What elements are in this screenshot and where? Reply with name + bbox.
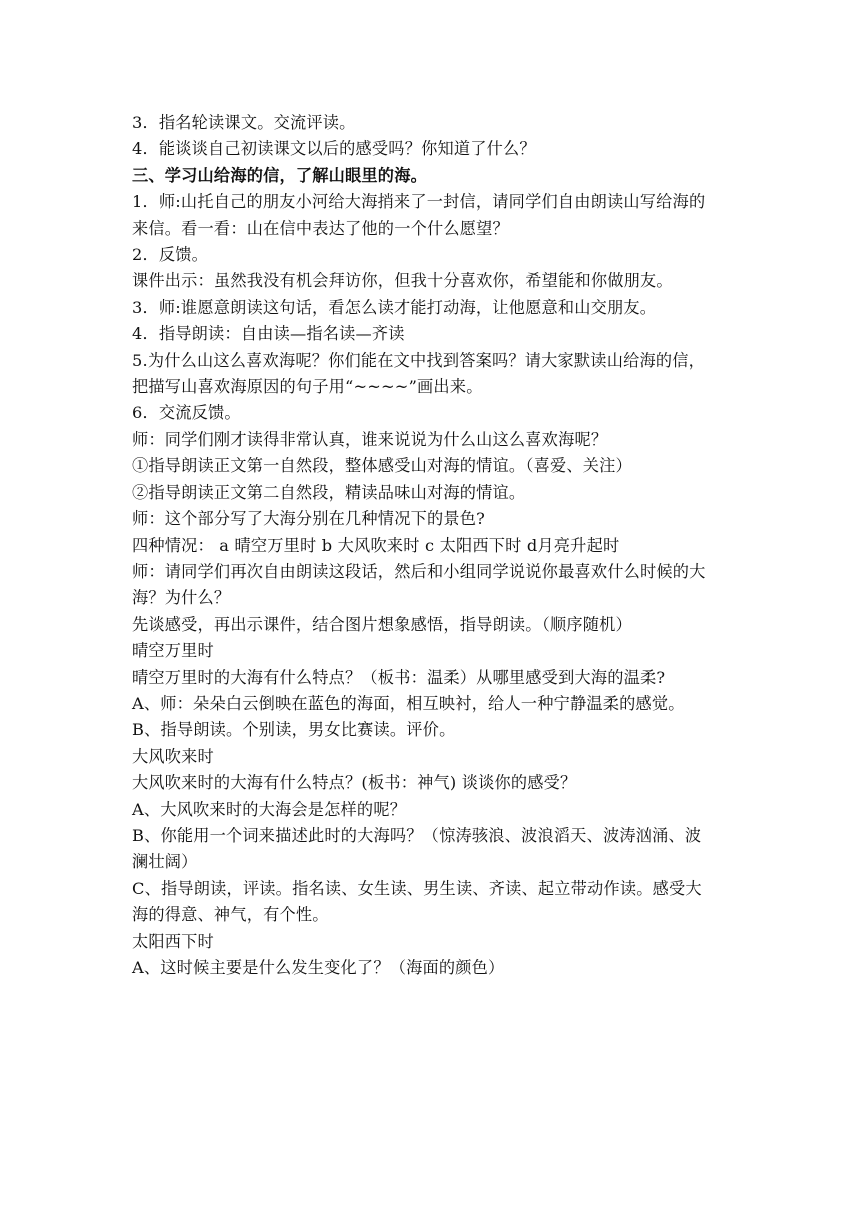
text-line: B、指导朗读。个别读，男女比赛读。评价。 bbox=[132, 720, 456, 740]
text-line: 晴空万里时的大海有什么特点？（板书：温柔）从哪里感受到大海的温柔? bbox=[132, 667, 666, 687]
text-line: 把描写山喜欢海原因的句子用“~~~~”画出来。 bbox=[132, 377, 483, 397]
text-line: 师：这个部分写了大海分别在几种情况下的景色? bbox=[132, 509, 486, 529]
text-line: 5.为什么山这么喜欢海呢？你们能在文中找到答案吗？请大家默读山给海的信， bbox=[132, 350, 706, 370]
text-line: 先谈感受，再出示课件，结合图片想象感悟，指导朗读。（顺序随机） bbox=[132, 614, 632, 634]
text-line: 海的得意、神气，有个性。 bbox=[132, 905, 329, 925]
text-line: 1．师:山托自己的朋友小河给大海捎来了一封信，请同学们自由朗读山写给海的 bbox=[132, 192, 706, 212]
text-line: 晴空万里时 bbox=[132, 641, 214, 661]
text-line: 四种情况： a 晴空万里时 b 大风吹来时 c 太阳西下时 d月亮升起时 bbox=[132, 535, 620, 555]
text-line: A、这时候主要是什么发生变化了？（海面的颜色） bbox=[132, 958, 505, 977]
text-line: 海？为什么？ bbox=[132, 588, 231, 608]
text-line: 澜壮阔） bbox=[132, 852, 198, 872]
text-line: 大风吹来时 bbox=[132, 746, 214, 766]
text-line: A、大风吹来时的大海会是怎样的呢？ bbox=[132, 799, 407, 819]
text-line: 6．交流反馈。 bbox=[132, 403, 241, 423]
text-line: 4．能谈谈自己初读课文以后的感受吗？你知道了什么？ bbox=[132, 139, 536, 159]
text-line: 课件出示：虽然我没有机会拜访你，但我十分喜欢你，希望能和你做朋友。 bbox=[132, 271, 673, 291]
text-line: 2．反馈。 bbox=[132, 245, 209, 265]
text-line: A、师：朵朵白云倒映在蓝色的海面，相互映衬，给人一种宁静温柔的感觉。 bbox=[132, 693, 685, 713]
text-line: 师：同学们刚才读得非常认真，谁来说说为什么山这么喜欢海呢？ bbox=[132, 429, 608, 449]
text-line: B、你能用一个词来描述此时的大海吗？（惊涛骇浪、波浪滔天、波涛汹涌、波 bbox=[132, 825, 702, 845]
text-line: 师：请同学们再次自由朗读这段话，然后和小组同学说说你最喜欢什么时候的大 bbox=[132, 561, 706, 581]
text-line: 来信。看一看：山在信中表达了他的一个什么愿望？ bbox=[132, 218, 509, 238]
text-line: 太阳西下时 bbox=[132, 931, 214, 951]
document-body bbox=[132, 110, 742, 981]
section-heading: 三、学习山给海的信，了解山眼里的海。 bbox=[132, 165, 427, 185]
text-line: 3．师:谁愿意朗读这句话，看怎么读才能打动海，让他愿意和山交朋友。 bbox=[132, 297, 657, 317]
text-line: ②指导朗读正文第二自然段，精读品味山对海的情谊。 bbox=[132, 482, 526, 502]
text-line: C、指导朗读，评读。指名读、女生读、男生读、齐读、起立带动作读。感受大 bbox=[132, 878, 702, 898]
text-line: 大风吹来时的大海有什么特点？(板书：神气) 谈谈你的感受？ bbox=[132, 773, 577, 793]
text-line: ①指导朗读正文第一自然段，整体感受山对海的情谊。（喜爱、关注） bbox=[132, 456, 632, 476]
text-line: 3．指名轮读课文。交流评读。 bbox=[132, 113, 356, 132]
text-line: 4．指导朗读：自由读—指名读—齐读 bbox=[132, 324, 405, 344]
